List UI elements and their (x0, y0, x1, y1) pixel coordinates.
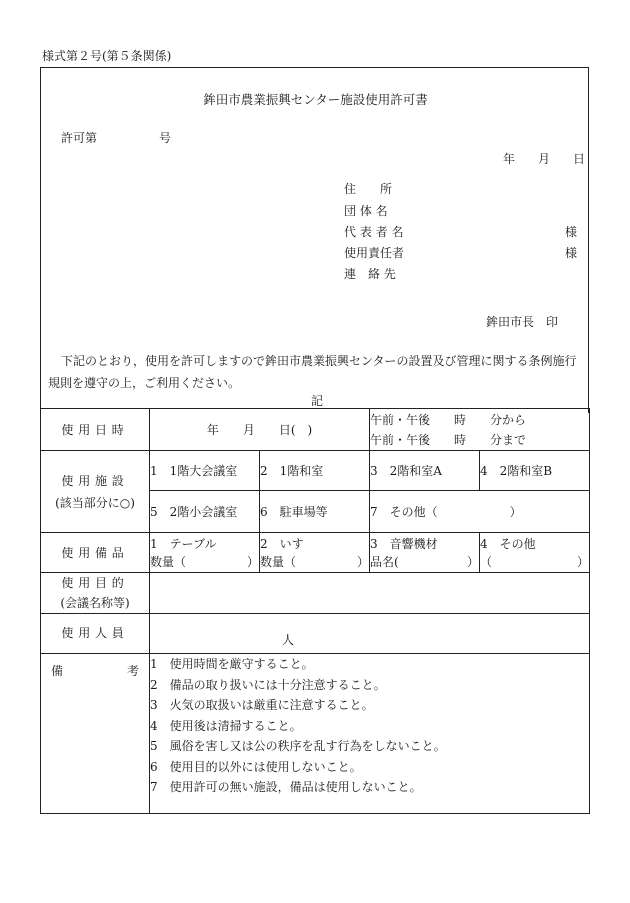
note-item-1: 1 使用時間を厳守すること。 (150, 657, 314, 671)
issuer-seal: 鉾田市長 印 (486, 315, 559, 329)
purpose-row (41, 573, 590, 614)
date-year: 年 (503, 152, 516, 166)
form-number: 様式第２号(第５条関係) (42, 49, 172, 63)
time-to: 午前・午後 時 分まで (370, 432, 527, 447)
permit-number-suffix: 号 (159, 131, 172, 145)
facility-option-5[interactable]: 5 2階小会議室 (150, 491, 260, 533)
equipment-field-2: 数量（ (260, 554, 297, 569)
equipment-field-4: （ (480, 554, 493, 569)
note-item-6: 6 使用目的以外には使用しないこと。 (150, 759, 362, 774)
purpose-sublabel: (会議名称等) (60, 596, 130, 610)
facility-option-3[interactable]: 3 2階和室A (370, 451, 480, 491)
usage-table (40, 408, 590, 814)
permit-header-frame (40, 67, 589, 413)
manager-label: 使用責任者 (344, 246, 405, 260)
representative-honorific: 様 (565, 225, 578, 239)
facility-label: 使用施設 (61, 473, 129, 488)
permit-number-prefix: 許可第 (61, 131, 98, 145)
intro-line-1: 下記のとおり，使用を許可しますので鉾田市農業振興センターの設置及び管理に関する条例施行 (61, 354, 577, 368)
datetime-row (41, 409, 590, 451)
facility-option-6[interactable]: 6 駐車場等 (260, 491, 370, 533)
equipment-item-3[interactable] (370, 533, 480, 573)
facility-option-4[interactable]: 4 2階和室B (480, 451, 590, 491)
group-name-label: 団 体 名 (344, 204, 388, 218)
purpose-label-cell (41, 573, 150, 614)
facility-row-1 (41, 451, 590, 491)
form-title: 鉾田市農業振興センター施設使用許可書 (203, 92, 428, 107)
usage-time-field[interactable] (370, 409, 590, 451)
equipment-name-1: 1 テーブル (150, 536, 217, 551)
note-item-7: 7 使用許可の無い施設，備品は使用しないこと。 (150, 780, 422, 794)
equipment-item-4[interactable] (480, 533, 590, 573)
manager-honorific: 様 (565, 246, 578, 260)
facility-sublabel: (該当部分に○) (55, 495, 135, 510)
notes-list (150, 654, 590, 814)
intro-line-2: 規則を遵守の上，ご利用ください。 (48, 376, 241, 390)
equipment-field-3: 品名( (370, 554, 399, 569)
equipment-close-4: ） (577, 554, 590, 569)
people-unit: 人 (282, 633, 295, 647)
note-item-5: 5 風俗を害し又は公の秩序を乱す行為をしないこと。 (150, 739, 446, 753)
people-field[interactable] (150, 614, 590, 654)
contact-label: 連 絡 先 (344, 267, 396, 281)
notes-row (41, 654, 590, 814)
equipment-row (41, 533, 590, 573)
people-row (41, 614, 590, 654)
purpose-field[interactable] (150, 573, 590, 614)
equipment-close-1: ） (246, 554, 259, 569)
notes-label-right: 考 (126, 664, 139, 678)
equipment-name-2: 2 いす (260, 536, 304, 551)
equipment-item-2[interactable] (260, 533, 370, 573)
notes-label-cell (41, 654, 150, 814)
equipment-name-3: 3 音響機材 (370, 536, 438, 551)
address-label: 住 所 (344, 182, 393, 196)
representative-label: 代 表 者 名 (344, 225, 404, 239)
equipment-label: 使用備品 (41, 533, 150, 573)
equipment-close-3: ） (466, 554, 479, 569)
note-item-4: 4 使用後は清掃すること。 (150, 718, 302, 733)
usage-date-field[interactable]: 年 月 日( ) (150, 409, 370, 451)
date-day: 日 (573, 152, 586, 166)
equipment-field-1: 数量（ (150, 554, 187, 569)
time-from: 午前・午後 時 分から (370, 412, 527, 427)
facility-option-1[interactable]: 1 1階大会議室 (150, 451, 260, 491)
purpose-label: 使用目的 (61, 576, 129, 590)
notes-label-left: 備 (51, 664, 64, 678)
note-item-3: 3 火気の取扱いは厳重に注意すること。 (150, 698, 374, 712)
datetime-label: 使用日時 (41, 409, 150, 451)
note-item-2: 2 備品の取り扱いには十分注意すること。 (150, 677, 386, 692)
facility-label-cell (41, 451, 150, 533)
equipment-name-4: 4 その他 (480, 536, 536, 551)
people-label: 使用人員 (41, 614, 150, 654)
ki-heading: 記 (311, 394, 324, 408)
equipment-close-2: ） (356, 554, 369, 569)
facility-option-2[interactable]: 2 1階和室 (260, 451, 370, 491)
equipment-item-1[interactable] (150, 533, 260, 573)
facility-option-7[interactable]: 7 その他（ ） (370, 491, 590, 533)
date-month: 月 (538, 152, 551, 166)
